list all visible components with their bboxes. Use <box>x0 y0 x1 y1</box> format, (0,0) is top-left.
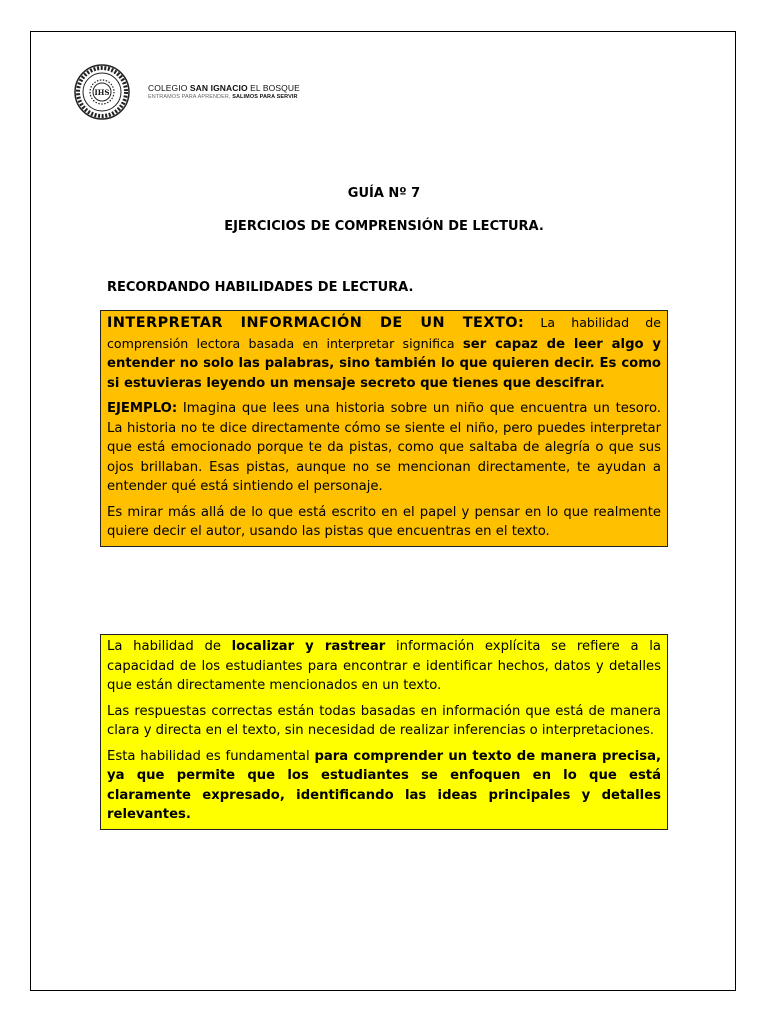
closing-paragraph: Es mirar más allá de lo que está escrito en el papel y pensar en lo que realmente quiere decir el autor, usando las pistas que encuentras en el texto. <box>107 504 661 539</box>
interpret-info-box <box>100 310 668 547</box>
interpret-paragraph: INTERPRETAR INFORMACIÓN DE UN TEXTO: La habilidad de comprensión lectora basada en interpretar significa ser capaz de leer algo y entender no solo las palabras, sino también lo que quieren decir. Es como si estuvieras leyendo un mensaje secreto que tienes que descifrar. <box>107 315 662 391</box>
fundamental-paragraph: Esta habilidad es fundamental para comprender un texto de manera precisa, ya que permite que los estudiantes se enfoquen en lo que está claramente expresado, identificando las ideas principales y detalles relevantes. <box>107 748 661 822</box>
example-heading: EJEMPLO: <box>107 401 178 416</box>
school-seal-icon <box>74 64 130 120</box>
school-motto: ENTRAMOS PARA APRENDER, SALIMOS PARA SERVIR <box>148 94 298 101</box>
school-logo <box>74 62 300 122</box>
locate-paragraph: La habilidad de localizar y rastrear información explícita se refiere a la capacidad de los estudiantes para encontrar e identificar hechos, datos y detalles que están directamente mencionados en un texto. <box>107 639 661 693</box>
locate-info-box <box>100 634 668 830</box>
document-title: GUÍA Nº 7 <box>347 186 421 201</box>
answers-paragraph: Las respuestas correctas están todas basadas en información que está de manera clara y directa en el texto, sin necesidad de realizar inferencias o interpretaciones. <box>107 703 661 738</box>
interpret-heading: INTERPRETAR INFORMACIÓN DE UN TEXTO: <box>107 315 525 331</box>
svg-text:IHS: IHS <box>94 88 110 97</box>
school-name: COLEGIO SAN IGNACIO EL BOSQUE <box>148 83 300 94</box>
section-heading: RECORDANDO HABILIDADES DE LECTURA. <box>107 280 414 295</box>
document-subtitle: EJERCICIOS DE COMPRENSIÓN DE LECTURA. <box>224 219 544 234</box>
example-paragraph: EJEMPLO: Imagina que lees una historia sobre un niño que encuentra un tesoro. La historia no te dice directamente cómo se siente el niño, pero puedes interpretar que está emocionado porque te da pistas, como que saltaba de alegría o que sus ojos brillaban. Esas pistas, aunque no se mencionan directamente, te ayudan a entender qué está sintiendo el personaje. <box>107 401 661 494</box>
